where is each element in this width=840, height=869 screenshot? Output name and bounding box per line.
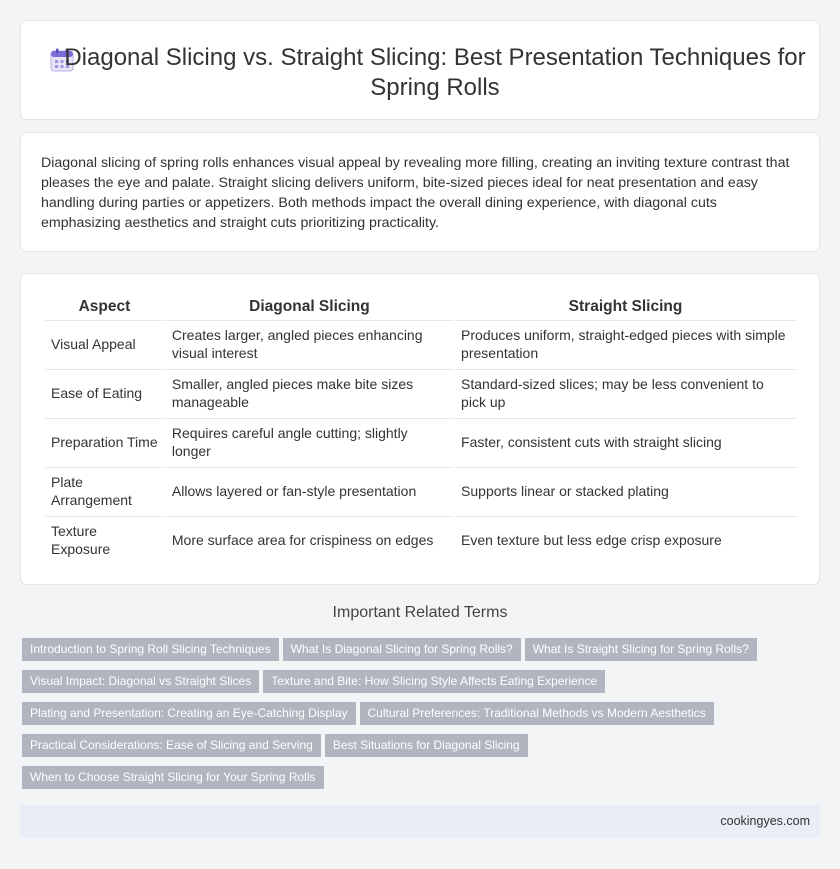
related-term-tag[interactable]: Plating and Presentation: Creating an Eye-Catching Display bbox=[22, 702, 356, 725]
table-row bbox=[45, 369, 796, 416]
site-name[interactable]: cookingyes.com bbox=[720, 814, 810, 828]
intro-paragraph: Diagonal slicing of spring rolls enhances visual appeal by revealing more filling, creating an inviting texture contrast that pleases the eye and palate. Straight slicing delivers uniform, bite-sized pieces ideal for neat presentation and easy handling during parties or appetizers. Both methods impact the overall dining experience, with diagonal cuts emphasizing aesthetics and straight cuts prioritizing practicality. bbox=[41, 155, 790, 231]
table-row bbox=[45, 516, 796, 563]
cell-diagonal: Smaller, angled pieces make bite sizes manageable bbox=[166, 369, 453, 416]
cell-diagonal: More surface area for crispiness on edges bbox=[166, 516, 453, 563]
cell-diagonal: Requires careful angle cutting; slightly longer bbox=[166, 418, 453, 465]
related-term-tag[interactable]: When to Choose Straight Slicing for Your Spring Rolls bbox=[22, 766, 324, 789]
footer bbox=[20, 805, 820, 838]
header-straight: Straight Slicing bbox=[568, 298, 683, 315]
table-row bbox=[45, 418, 796, 465]
cell-straight: Supports linear or stacked plating bbox=[455, 467, 796, 514]
cell-straight: Even texture but less edge crisp exposure bbox=[455, 516, 796, 563]
related-term-tag[interactable]: What Is Diagonal Slicing for Spring Rolls? bbox=[283, 638, 521, 661]
header-aspect: Aspect bbox=[78, 298, 131, 315]
table-header-row bbox=[45, 296, 796, 318]
cell-straight: Standard-sized slices; may be less convenient to pick up bbox=[455, 369, 796, 416]
comparison-table bbox=[43, 294, 798, 565]
related-term-tag[interactable]: Practical Considerations: Ease of Slicing and Serving bbox=[22, 734, 321, 757]
cell-aspect: Texture Exposure bbox=[45, 516, 164, 563]
related-term-tag[interactable]: Visual Impact: Diagonal vs Straight Slices bbox=[22, 670, 259, 693]
cell-aspect: Plate Arrangement bbox=[45, 467, 164, 514]
related-term-tag[interactable]: Cultural Preferences: Traditional Methods vs Modern Aesthetics bbox=[360, 702, 714, 725]
table-card bbox=[20, 273, 820, 585]
cell-aspect: Visual Appeal bbox=[45, 320, 164, 367]
cell-straight: Faster, consistent cuts with straight slicing bbox=[455, 418, 796, 465]
cell-aspect: Preparation Time bbox=[45, 418, 164, 465]
header-diagonal: Diagonal Slicing bbox=[249, 298, 370, 315]
related-term-tag[interactable]: Best Situations for Diagonal Slicing bbox=[325, 734, 528, 757]
table-row bbox=[45, 467, 796, 514]
page-title: Diagonal Slicing vs. Straight Slicing: Best Presentation Techniques for Spring Rolls bbox=[64, 44, 806, 101]
cell-straight: Produces uniform, straight-edged pieces with simple presentation bbox=[455, 320, 796, 367]
intro-card bbox=[20, 132, 820, 252]
table-row bbox=[45, 320, 796, 367]
cell-diagonal: Creates larger, angled pieces enhancing visual interest bbox=[166, 320, 453, 367]
title-card bbox=[20, 20, 820, 120]
cell-diagonal: Allows layered or fan-style presentation bbox=[166, 467, 453, 514]
related-term-tag[interactable]: What Is Straight Slicing for Spring Rolls? bbox=[525, 638, 757, 661]
related-terms-heading: Important Related Terms bbox=[332, 604, 508, 621]
related-term-tag[interactable]: Texture and Bite: How Slicing Style Affects Eating Experience bbox=[263, 670, 605, 693]
cell-aspect: Ease of Eating bbox=[45, 369, 164, 416]
related-terms-list bbox=[22, 638, 822, 798]
related-term-tag[interactable]: Introduction to Spring Roll Slicing Techniques bbox=[22, 638, 279, 661]
